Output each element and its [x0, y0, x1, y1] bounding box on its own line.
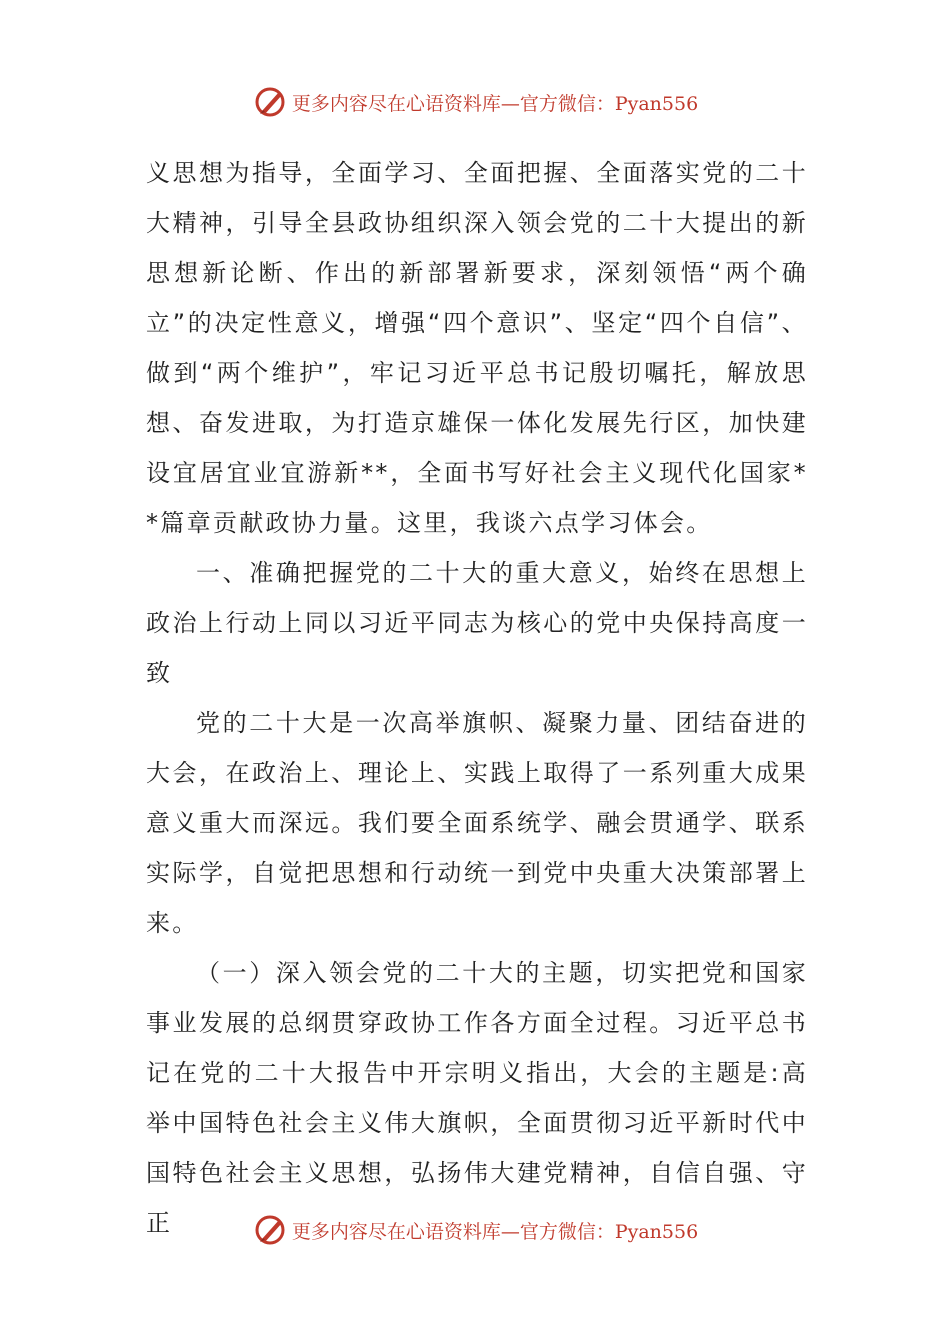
paragraph: （一）深入领会党的二十大的主题，切实把党和国家事业发展的总纲贯穿政协工作各方面全过程。习近平总书记在党的二十大报告中开宗明义指出，大会的主题是:高举中国特色社会主义伟大旗帜，全面贯彻习近平新时代中国特色社会主义思想，弘扬伟大建党精神，自信自强、守正 — [146, 959, 808, 1237]
paragraph: 义思想为指导，全面学习、全面把握、全面落实党的二十大精神，引导全县政协组织深入领会党的二十大提出的新思想新论断、作出的新部署新要求，深刻领悟“两个确立”的决定性意义，增强“四个意识”、坚定“四个自信”、做到“两个维护”，牢记习近平总书记殷切嘱托，解放思想、奋发进取，为打造京雄保一体化发展先行区，加快建设宜居宜业宜游新**，全面书写好社会主义现代化国家**篇章贡献政协力量。这里，我谈六点学习体会。 — [146, 159, 808, 537]
header-watermark-banner — [0, 80, 950, 124]
pen-nib-circle-logo-icon — [252, 84, 288, 120]
document-body — [146, 148, 808, 1248]
banner-text: 更多内容尽在心语资料库—官方微信：Pyan556 — [291, 1220, 699, 1243]
banner-text: 更多内容尽在心语资料库—官方微信：Pyan556 — [291, 92, 699, 115]
paragraph: 党的二十大是一次高举旗帜、凝聚力量、团结奋进的大会，在政治上、理论上、实践上取得了一系列重大成果意义重大而深远。我们要全面系统学、融会贯通学、联系实际学，自觉把思想和行动统一到党中央重大决策部署上来。 — [146, 709, 808, 937]
footer-watermark-banner — [0, 1208, 950, 1252]
section-heading: 一、准确把握党的二十大的重大意义，始终在思想上政治上行动上同以习近平同志为核心的党中央保持高度一致 — [146, 559, 808, 687]
pen-nib-circle-logo-icon — [252, 1212, 288, 1248]
